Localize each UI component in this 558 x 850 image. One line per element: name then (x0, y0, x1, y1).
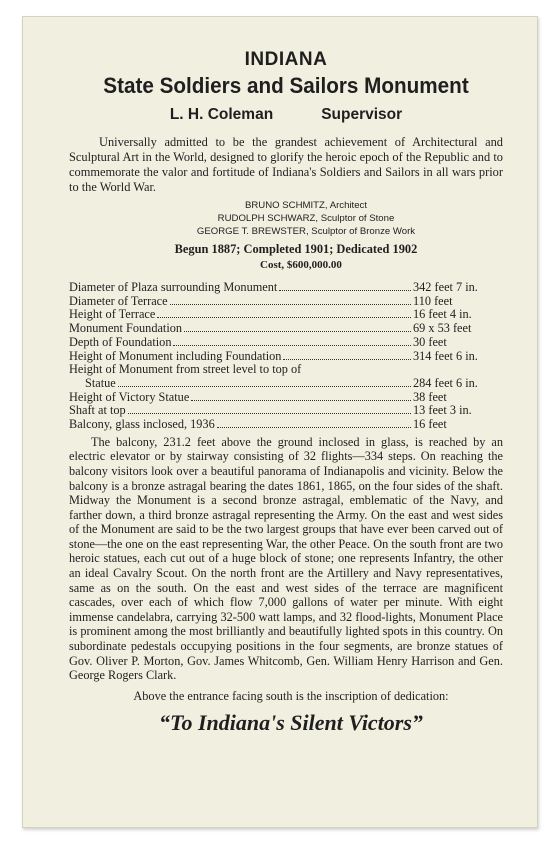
supervisor-line (69, 106, 503, 124)
spec-label: Statue (85, 375, 116, 390)
spec-row (69, 322, 503, 336)
spec-value: 342 feet 7 in. (413, 280, 478, 294)
spec-label: Height of Terrace (69, 307, 156, 322)
spec-label: Diameter of Plaza surrounding Monument (69, 280, 278, 294)
dates-line: Begun 1887; Completed 1901; Dedicated 1902 (174, 242, 418, 256)
spec-row (69, 350, 503, 364)
spec-value: 16 feet 4 in. (413, 307, 472, 322)
leader-dots (170, 295, 411, 305)
spec-label: Diameter of Terrace (69, 293, 168, 308)
spec-value: 38 feet (413, 389, 447, 404)
spec-row (69, 418, 503, 432)
leader-dots (157, 308, 411, 318)
spec-label: Balcony, glass inclosed, 1936 (69, 417, 215, 432)
credits-list (69, 199, 503, 238)
spec-value: 110 feet (413, 293, 453, 308)
specs-table (69, 281, 503, 432)
credit-bronze-sculptor: GEORGE T. BREWSTER, Sculptor of Bronze Work (196, 226, 416, 237)
spec-row (69, 391, 503, 405)
state-heading: INDIANA (244, 49, 328, 70)
spec-row (69, 281, 503, 295)
spec-row (69, 404, 503, 418)
spec-value: 16 feet (413, 417, 447, 432)
spec-value: 13 feet 3 in. (413, 403, 472, 418)
leader-dots (279, 281, 411, 291)
spec-label: Shaft at top (69, 403, 126, 418)
spec-row (69, 377, 503, 391)
leader-dots (191, 391, 411, 401)
leader-dots (118, 377, 411, 387)
supervisor-role: Supervisor (321, 106, 403, 123)
supervisor-name: L. H. Coleman (169, 106, 274, 123)
dedication-inscription: “To Indiana's Silent Victors” (159, 709, 423, 735)
leader-dots (283, 350, 411, 360)
spec-label: Height of Victory Statue (69, 389, 190, 404)
cost-line: Cost, $600,000.00 (260, 259, 342, 271)
spec-label: Depth of Foundation (69, 334, 172, 349)
spec-label: Monument Foundation (69, 321, 183, 336)
intro-paragraph: Universally admitted to be the grandest achievement of Architectural and Sculptural Art in the World, designed to glorify the heroic epoch of the Republic and to commemorate the valor and fortitude of Indiana's Soldiers and Sailors in all wars prior to the World War. (69, 135, 503, 194)
spec-row (69, 295, 503, 309)
spec-row (69, 308, 503, 322)
spec-row (69, 336, 503, 350)
spec-value: 30 feet (413, 334, 447, 349)
dedication-intro: Above the entrance facing south is the inscription of dedication: (133, 688, 449, 703)
spec-label-continued: Height of Monument from street level to top of (69, 362, 302, 377)
monument-card (22, 16, 538, 828)
description-paragraph: The balcony, 231.2 feet above the ground inclosed in glass, is reached by an electric elevator or by stairway consisting of 32 flights—334 steps. On reaching the balcony visitors look over a beautiful panorama of Indianapolis and vicinity. Below the balcony is a bronze astragal bearing the dates 1861, 1865, on the four sides of the shaft. Midway the Monument is a second bronze astragal, emblematic of the Navy, and farther down, a third bronze astragal representing the Army. On the east and west sides of the Monument are said to be the two largest groups that have ever been carved out of stone—the one on the east representing War, the other Peace. On the south front are two heroic statues, each cut out of a huge block of stone; one represents Infantry, the other an ideal Cavalry Scout. On the north front are the Artillery and Navy representatives, same as on the south. On the east and west sides of the terrace are magnificent cascades, over each of which flow 7,000 gallons of water per minute. With eight immense candelabra, carrying 32-500 watt lamps, and 32 flood-lights, Monument Place is prominent among the most brilliantly and beautifully lighted spots in this country. On subordinate pedestals occupying positions in the four segments, are bronze statues of Gov. Oliver P. Morton, Gov. James Whitcomb, Gen. William Henry Harrison and Gen. George Rogers Clark. (69, 434, 503, 683)
leader-dots (173, 336, 411, 346)
leader-dots (217, 418, 411, 428)
spec-label: Height of Monument including Foundation (69, 348, 282, 363)
spec-value: 314 feet 6 in. (413, 348, 478, 363)
credit-stone-sculptor: RUDOLPH SCHWARZ, Sculptor of Stone (217, 213, 395, 224)
spec-value: 69 x 53 feet (413, 321, 472, 336)
spec-value: 284 feet 6 in. (413, 375, 478, 390)
credit-architect: BRUNO SCHMITZ, Architect (244, 200, 368, 211)
page-title: State Soldiers and Sailors Monument (103, 73, 469, 98)
leader-dots (128, 404, 411, 414)
leader-dots (184, 322, 411, 332)
